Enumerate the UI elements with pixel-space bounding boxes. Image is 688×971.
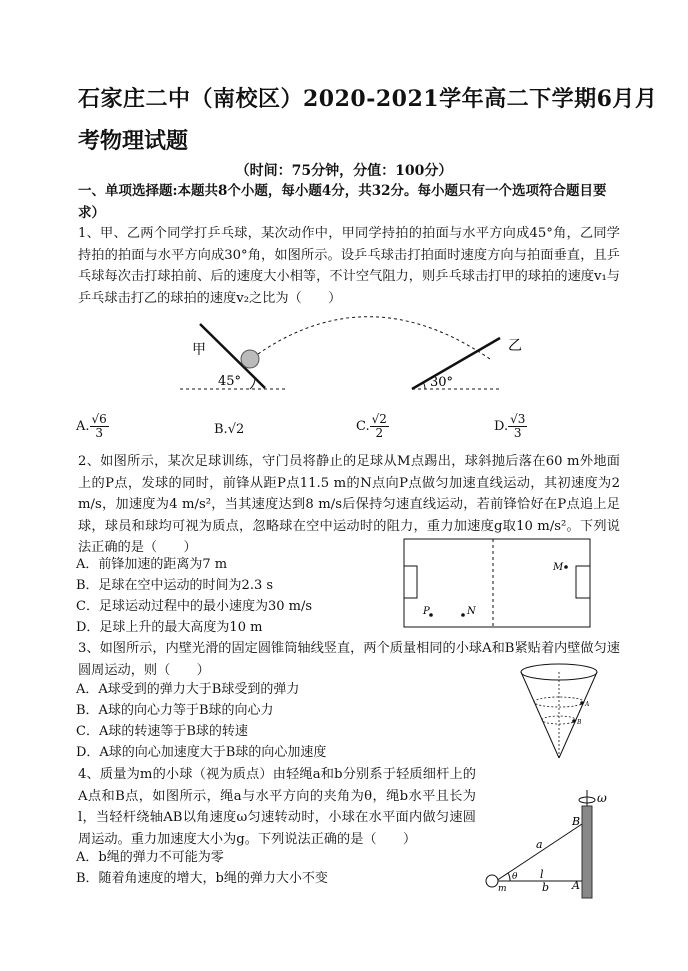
q1-option-c-num: √2 — [371, 412, 387, 426]
q3-option-d[interactable]: D．A球的向心加速度大于B球的向心加速度 — [76, 745, 327, 760]
question-2-text: 2、如图所示，某次足球训练，守门员将静止的足球从M点踢出，球斜抛后落在60 m外地面上的P点，发球的同时，前锋从距P点11.5 m的N点向P点做匀加速直线运动，其初速度为2 m/s，加速度为4 m/s²，当其速度达到8 m/s后保持匀速直线运动，若前锋恰好在P点追上足球，球员和球均可视为质点，忽略球在空中运动时的阻力，重力加速度g取10 m/s²。下列说法正确的是（ ） — [78, 454, 620, 555]
q1-option-b[interactable] — [214, 420, 244, 440]
label-theta: θ — [512, 872, 518, 882]
label-b: B — [577, 719, 582, 726]
label-n: N — [467, 606, 476, 617]
q1-option-b-value: √2 — [227, 422, 245, 437]
q1-option-a-den: 3 — [95, 426, 103, 440]
q2-option-c[interactable]: C．足球运动过程中的最小速度为30 m/s — [76, 599, 312, 614]
label-m: M — [553, 562, 564, 573]
label-rope-a: a — [536, 838, 543, 851]
question-4-figure — [480, 790, 660, 900]
label-jia: 甲 — [192, 342, 206, 358]
label-a: A — [585, 701, 590, 708]
q3-option-a[interactable]: A．A球受到的弹力大于B球受到的弹力 — [76, 682, 300, 697]
exam-title-line1: 石家庄二中（南校区）2020-2021学年高二下学期6月月 — [78, 86, 658, 112]
q4-option-a[interactable]: A．b绳的弹力不可能为零 — [76, 850, 224, 865]
q3-option-c[interactable]: C．A球的转速等于B球的转速 — [76, 724, 248, 739]
question-1-figure — [180, 312, 560, 402]
exam-title-line2: 考物理试题 — [78, 128, 189, 154]
q1-option-a[interactable] — [76, 413, 109, 440]
question-1-text: 1、甲、乙两个同学打乒乓球，某次动作中，甲同学持拍的拍面与水平方向成45°角，乙同学持拍的拍面与水平方向成30°角，如图所示。设乒乓球击打拍面时速度方向与拍面垂直，且乒乓球每次击打球拍前、后的速度大小相等，不计空气阻力，则乒乓球击打甲的球拍的速度v₁与乒乓球击打乙的球拍的速度v₂之比为（ ） — [78, 226, 620, 306]
question-4-text: 4、质量为m的小球（视为质点）由轻绳a和b分别系于轻质细杆上的A点和B点，如图所示，绳a与水平方向的夹角为θ，绳b水平且长为l，当轻杆绕轴AB以角速度ω匀速转动时，小球在水平面内做匀速圆周运动。重力加速度大小为g。下列说法正确的是（ ） — [78, 767, 476, 847]
q1-option-b-label: B. — [214, 422, 228, 437]
question-3-figure — [518, 662, 600, 762]
label-yi: 乙 — [508, 338, 522, 354]
q1-option-d-label: D. — [494, 419, 509, 434]
q2-option-b[interactable]: B．足球在空中运动的时间为2.3 s — [76, 578, 274, 593]
label-angle-45: 45° — [218, 374, 242, 389]
question-2-figure — [403, 538, 591, 628]
label-angle-30: 30° — [430, 375, 454, 390]
q2-option-a[interactable]: A．前锋加速的距离为7 m — [76, 557, 228, 572]
label-p: P — [423, 606, 430, 617]
label-rope-l: l — [540, 868, 544, 881]
q1-option-c-den: 2 — [375, 426, 384, 440]
q1-option-d-num: √3 — [510, 412, 526, 426]
question-3-text: 3、如图所示，内壁光滑的固定圆锥筒轴线竖直，两个质量相同的小球A和B紧贴着内壁做匀速圆周运动，则（ ） — [78, 641, 620, 678]
q1-option-a-num: √6 — [91, 412, 107, 426]
q1-option-a-label: A. — [76, 419, 90, 434]
exam-meta: （时间：75分钟，分值：100分） — [235, 163, 453, 179]
q1-option-d[interactable] — [494, 413, 527, 440]
q1-option-c-label: C. — [356, 419, 370, 434]
label-point-b: B — [572, 815, 581, 828]
q3-option-b[interactable]: B．A球的向心力等于B球的向心力 — [76, 703, 274, 718]
label-point-a: A — [572, 879, 580, 892]
label-mass: m — [498, 884, 507, 894]
section-heading: 一、单项选择题:本题共8个小题，每小题4分，共32分。每小题只有一个选项符合题目要求） — [78, 183, 607, 221]
label-rope-b: b — [542, 881, 550, 894]
q1-option-c[interactable] — [356, 413, 389, 440]
label-omega: ω — [597, 791, 607, 805]
q2-option-d[interactable]: D．足球上升的最大高度为10 m — [76, 620, 263, 635]
q4-option-b[interactable]: B．随着角速度的增大，b绳的弹力大小不变 — [76, 871, 328, 886]
q1-option-d-den: 3 — [513, 426, 522, 440]
